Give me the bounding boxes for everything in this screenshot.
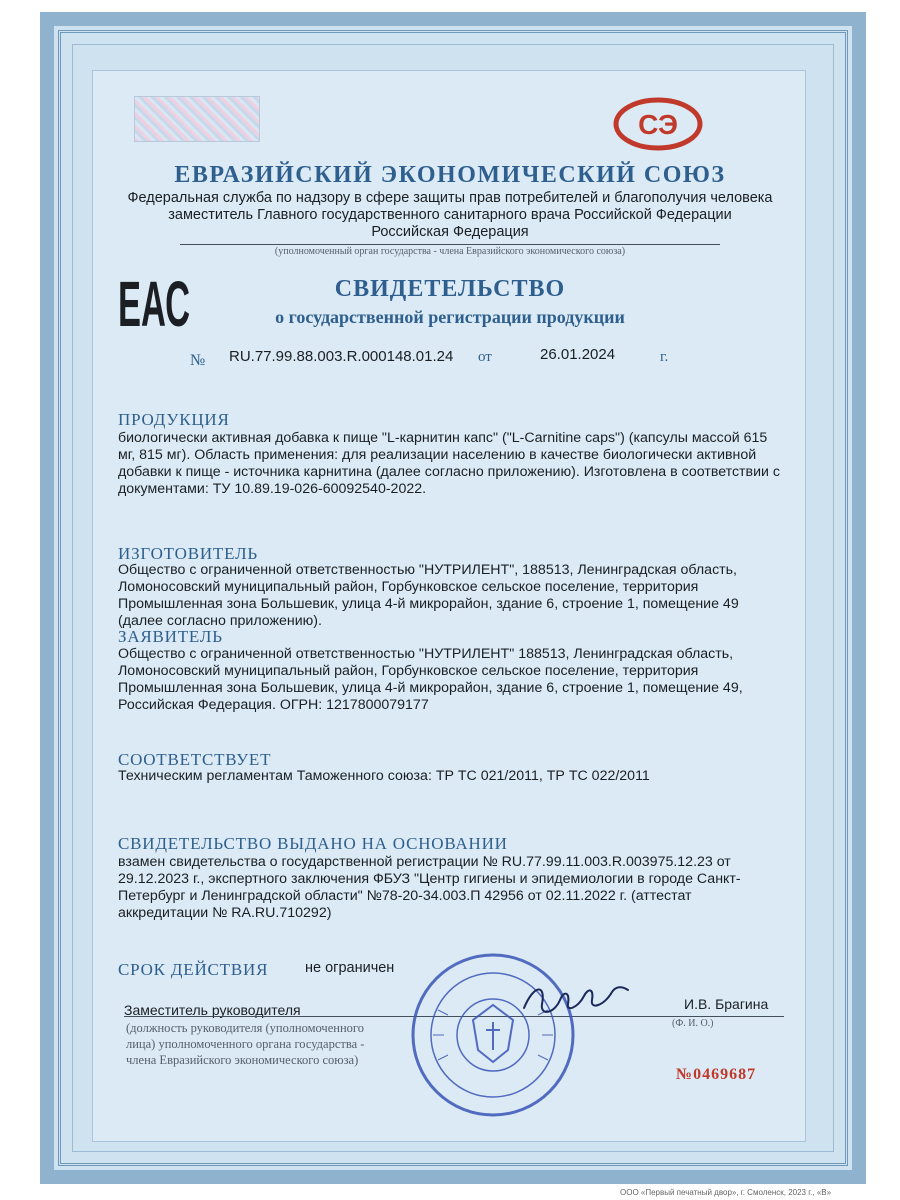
- certificate-subtitle: о государственной регистрации продукции: [275, 307, 625, 327]
- union-title: ЕВРАЗИЙСКИЙ ЭКОНОМИЧЕСКИЙ СОЮЗ: [174, 162, 726, 188]
- org-caption: (уполномоченный орган государства - члена Евразийского экономического союза): [180, 244, 720, 257]
- product-heading: ПРОДУКЦИЯ: [118, 410, 230, 429]
- manufacturer-heading: ИЗГОТОВИТЕЛЬ: [118, 544, 258, 563]
- post-caption-line: лица) уполномоченного органа государства -: [126, 1037, 365, 1051]
- certificate-date: 26.01.2024: [540, 346, 616, 363]
- basis-line: Петербург и Ленинградской области" №78-20-34.003.П 42956 от 02.11.2022 г. (аттестат: [118, 888, 692, 904]
- conforms-line: Техническим регламентам Таможенного союза: ТР ТС 021/2011, ТР ТС 022/2011: [118, 768, 650, 784]
- se-mark-text: СЭ: [638, 109, 678, 140]
- hologram-sticker: [134, 96, 260, 142]
- conforms-text: [118, 768, 788, 785]
- basis-line: взамен свидетельства о государственной регистрации № RU.77.99.11.003.R.003975.12.23 от: [118, 854, 731, 870]
- applicant-line: Российская Федерация. ОГРН: 1217800079177: [118, 697, 429, 713]
- printer-line: ООО «Первый печатный двор», г. Смоленск, 2023 г., «В»: [620, 1188, 832, 1197]
- applicant-line: Ломоносовский муниципальный район, Горбунковское сельское поселение, территория: [118, 663, 699, 679]
- eac-logo: [118, 268, 190, 340]
- manufacturer-line: Промышленная зона Большевик, улица 4-й микрорайон, здание 6, строение 1, помещение 49: [118, 596, 739, 612]
- conforms-heading: СООТВЕТСТВУЕТ: [118, 750, 272, 769]
- product-line: биологически активная добавка к пище "L-карнитин капс" ("L-Carnitine caps") (капсулы массой 615: [118, 430, 768, 446]
- basis-text: [118, 854, 788, 922]
- number-label: №: [190, 352, 206, 369]
- agency-line: заместитель Главного государственного санитарного врача Российской Федерации: [168, 207, 732, 223]
- signatory-role: Заместитель руководителя: [124, 1002, 301, 1018]
- manufacturer-line: Общество с ограниченной ответственностью "НУТРИЛЕНТ", 188513, Ленинградская область,: [118, 562, 737, 578]
- certificate-title: СВИДЕТЕЛЬСТВО: [334, 276, 566, 302]
- serial-number: №0469687: [676, 1066, 757, 1083]
- applicant-text: [118, 646, 788, 714]
- manufacturer-line: Ломоносовский муниципальный район, Горбунковское сельское поселение, территория: [118, 579, 699, 595]
- basis-line: аккредитации № RA.RU.710292): [118, 905, 332, 921]
- post-caption-line: (должность руководителя (уполномоченного: [126, 1021, 364, 1035]
- validity-value: не ограничен: [305, 960, 395, 976]
- year-suffix: г.: [660, 349, 669, 365]
- fio-caption: (Ф. И. О.): [672, 1018, 714, 1029]
- post-caption-line: члена Евразийского экономического союза): [126, 1053, 359, 1067]
- certificate-number: RU.77.99.88.003.R.000148.01.24: [229, 348, 454, 365]
- basis-heading: СВИДЕТЕЛЬСТВО ВЫДАНО НА ОСНОВАНИИ: [118, 834, 508, 853]
- product-line: добавки к пище - источника карнитина (далее согласно приложению). Изготовлена в соответствии с: [118, 464, 780, 480]
- product-line: документами: ТУ 10.89.19-026-60092540-2022.: [118, 481, 427, 497]
- signatory-name: И.В. Брагина: [684, 996, 769, 1012]
- basis-line: 29.12.2023 г., экспертного заключения ФБУЗ "Центр гигиены и эпидемиологии в городе Санкт-: [118, 871, 741, 887]
- applicant-line: Промышленная зона Большевик, улица 4-й микрорайон, здание 6, строение 1, помещение 49,: [118, 680, 743, 696]
- handwritten-signature: [520, 978, 632, 1022]
- eac-logo-text: ЕАС: [118, 268, 190, 340]
- post-caption: [126, 1020, 426, 1068]
- date-label: от: [478, 349, 492, 365]
- applicant-heading: ЗАЯВИТЕЛЬ: [118, 627, 223, 646]
- applicant-line: Общество с ограниченной ответственностью "НУТРИЛЕНТ" 188513, Ленинградская область,: [118, 646, 734, 662]
- agency-line: Российская Федерация: [371, 224, 529, 240]
- product-text: [118, 430, 788, 498]
- se-mark-logo: [612, 96, 704, 152]
- validity-heading: СРОК ДЕЙСТВИЯ: [118, 960, 269, 979]
- manufacturer-line: (далее согласно приложению).: [118, 613, 322, 629]
- agency-line: Федеральная служба по надзору в сфере защиты прав потребителей и благополучия человека: [127, 190, 773, 206]
- agency-block: [110, 190, 790, 241]
- manufacturer-text: [118, 562, 788, 630]
- official-stamp: [408, 950, 578, 1120]
- product-line: мг, 815 мг). Область применения: для реализации населению в качестве биологически активной: [118, 447, 757, 463]
